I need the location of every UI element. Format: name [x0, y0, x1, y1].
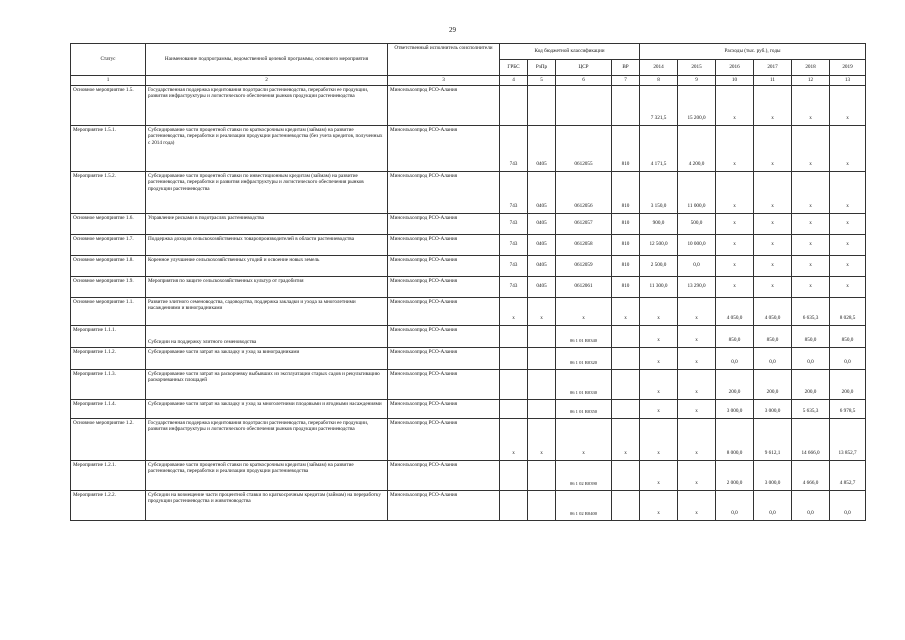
table-row [71, 460, 866, 490]
row-value-2019: 0,0 [830, 347, 866, 369]
column-numbering-row [71, 76, 866, 86]
header-code-vr: ВР [612, 60, 640, 76]
row-value-2016: 0,0 [716, 490, 754, 520]
header-status: Статус [71, 44, 146, 76]
row-csr: 0612058 [556, 234, 612, 255]
row-status: Мероприятие 1.2.2. [71, 490, 146, 520]
row-csr: 0612057 [556, 213, 612, 234]
row-status: Мероприятие 1.5.2. [71, 171, 146, 213]
row-value-2018: 5 635,3 [792, 399, 830, 418]
row-value-2016: х [716, 255, 754, 276]
row-value-2016: х [716, 171, 754, 213]
row-value-2015: х [678, 347, 716, 369]
row-rzpr: 0405 [528, 234, 556, 255]
row-executor: Минсельхозпрод РСО-Алания [388, 85, 500, 125]
row-grbs [500, 490, 528, 520]
table-row [71, 325, 866, 347]
row-grbs [500, 399, 528, 418]
row-csr [556, 85, 612, 125]
row-value-2017: х [754, 171, 792, 213]
row-value-2017: 4 050,0 [754, 297, 792, 325]
table-row [71, 255, 866, 276]
column-number: 12 [792, 76, 830, 86]
row-value-2017: х [754, 85, 792, 125]
row-vr [612, 325, 640, 347]
row-rzpr [528, 490, 556, 520]
row-csr: 0612061 [556, 276, 612, 297]
row-value-2014: х [640, 399, 678, 418]
row-value-2017: 0,0 [754, 347, 792, 369]
row-value-2014: х [640, 490, 678, 520]
row-value-2019: х [830, 125, 866, 171]
row-executor: Минсельхозпрод РСО-Алания [388, 255, 500, 276]
header-year-2016: 2016 [716, 60, 754, 76]
header-code-rzpr: РзПр [528, 60, 556, 76]
row-value-2016: х [716, 213, 754, 234]
row-value-2018: 4 666,0 [792, 460, 830, 490]
row-vr: 810 [612, 276, 640, 297]
row-value-2015: 10 000,0 [678, 234, 716, 255]
row-name: Государственная поддержка кредитования подотрасли растениеводства, переработки ее продукции, развития инфраструктуры и логистического обеспечения рынков продукции растениеводства [146, 85, 388, 125]
table-row [71, 418, 866, 460]
row-executor: Минсельхозпрод РСО-Алания [388, 125, 500, 171]
row-status: Основное мероприятие 1.5. [71, 85, 146, 125]
row-value-2016: х [716, 85, 754, 125]
row-value-2015: 11 000,0 [678, 171, 716, 213]
header-expenses: Расходы (тыс. руб.), годы [640, 44, 866, 60]
row-value-2016: х [716, 125, 754, 171]
row-rzpr [528, 460, 556, 490]
row-name: Поддержка доходов сельскохозяйственных товаропроизводителей в области растениеводства [146, 234, 388, 255]
row-grbs: 743 [500, 125, 528, 171]
row-status: Основное мероприятие 1.7. [71, 234, 146, 255]
row-value-2014: х [640, 347, 678, 369]
row-executor: Минсельхозпрод РСО-Алания [388, 171, 500, 213]
row-csr: 06 1 02 R0400 [556, 490, 612, 520]
column-number: 4 [500, 76, 528, 86]
row-value-2019: х [830, 213, 866, 234]
row-value-2016: х [716, 276, 754, 297]
row-value-2014: х [640, 418, 678, 460]
row-status: Основное мероприятие 1.2. [71, 418, 146, 460]
row-value-2018: 200,0 [792, 369, 830, 399]
row-csr: х [556, 297, 612, 325]
row-rzpr [528, 399, 556, 418]
row-value-2019: 8 028,5 [830, 297, 866, 325]
row-vr [612, 460, 640, 490]
row-vr: 810 [612, 255, 640, 276]
row-executor: Минсельхозпрод РСО-Алания [388, 460, 500, 490]
table-row [71, 171, 866, 213]
row-grbs [500, 460, 528, 490]
row-status: Мероприятие 1.1.4. [71, 399, 146, 418]
row-executor: Минсельхозпрод РСО-Алания [388, 418, 500, 460]
budget-table [70, 43, 866, 521]
row-csr: 06 1 01 R0350 [556, 399, 612, 418]
row-value-2019: 13 852,7 [830, 418, 866, 460]
row-csr: 06 1 01 R0330 [556, 369, 612, 399]
row-executor: Минсельхозпрод РСО-Алания [388, 369, 500, 399]
column-number: 1 [71, 76, 146, 86]
table-row [71, 347, 866, 369]
row-executor: Минсельхозпрод РСО-Алания [388, 325, 500, 347]
row-name: Субсидирование части процентной ставки по инвестиционным кредитам (займам) на развитие растениеводства, переработки и развития инфраструктуры и логистического обеспечения рынков продукции растениеводства [146, 171, 388, 213]
row-value-2014: 2 500,0 [640, 255, 678, 276]
row-name: Субсидирование части затрат на закладку и уход за многолетними плодовыми и ягодными насаждениями [146, 399, 388, 418]
column-number: 7 [612, 76, 640, 86]
header-year-2015: 2015 [678, 60, 716, 76]
row-vr [612, 369, 640, 399]
column-number: 11 [754, 76, 792, 86]
row-value-2019: х [830, 171, 866, 213]
row-csr: 06 1 02 R0390 [556, 460, 612, 490]
row-value-2015: х [678, 460, 716, 490]
table-row [71, 369, 866, 399]
column-number: 9 [678, 76, 716, 86]
row-name: Развитие элитного семеноводства, садоводства, поддержка закладки и ухода за многолетними насаждениями и виноградниками [146, 297, 388, 325]
row-executor: Минсельхозпрод РСО-Алания [388, 490, 500, 520]
row-value-2018: 6 635,3 [792, 297, 830, 325]
row-status: Мероприятие 1.1.3. [71, 369, 146, 399]
table-body [71, 85, 866, 520]
row-value-2015: х [678, 490, 716, 520]
row-rzpr: 0405 [528, 255, 556, 276]
row-value-2014: 900,0 [640, 213, 678, 234]
row-value-2014: 7 321,5 [640, 85, 678, 125]
row-value-2015: х [678, 369, 716, 399]
row-status: Мероприятие 1.1.2. [71, 347, 146, 369]
column-number: 13 [830, 76, 866, 86]
row-value-2017: 0,0 [754, 490, 792, 520]
row-value-2016: 8 000,0 [716, 418, 754, 460]
row-value-2018: 0,0 [792, 347, 830, 369]
page-number: 29 [449, 26, 456, 34]
row-status: Основное мероприятие 1.9. [71, 276, 146, 297]
row-grbs: х [500, 297, 528, 325]
row-value-2017: х [754, 125, 792, 171]
row-name: Субсидирование части затрат на закладку и уход за виноградниками [146, 347, 388, 369]
row-value-2018: х [792, 255, 830, 276]
row-grbs: 743 [500, 255, 528, 276]
table-row [71, 297, 866, 325]
header-budget-code: Код бюджетной классификации [500, 44, 640, 60]
row-value-2014: х [640, 369, 678, 399]
row-value-2019: х [830, 255, 866, 276]
row-value-2018: х [792, 213, 830, 234]
row-grbs: 743 [500, 171, 528, 213]
table-row [71, 234, 866, 255]
row-executor: Минсельхозпрод РСО-Алания [388, 297, 500, 325]
row-value-2016: 0,0 [716, 347, 754, 369]
row-rzpr: 0405 [528, 171, 556, 213]
row-value-2015: 4 200,0 [678, 125, 716, 171]
row-value-2016: х [716, 234, 754, 255]
row-value-2016: 3 000,0 [716, 399, 754, 418]
row-csr: 0612056 [556, 171, 612, 213]
row-rzpr [528, 347, 556, 369]
table-row [71, 399, 866, 418]
row-rzpr: 0405 [528, 213, 556, 234]
row-status: Основное мероприятие 1.1. [71, 297, 146, 325]
row-value-2019: 4 852,7 [830, 460, 866, 490]
row-status: Основное мероприятие 1.6. [71, 213, 146, 234]
table-header [71, 44, 866, 86]
row-name: Государственная поддержка кредитования подотрасли растениеводства, переработки ее продукции, развития инфраструктуры и логистического обеспечения рынков продукции растениеводства [146, 418, 388, 460]
row-rzpr [528, 325, 556, 347]
row-name: Управление рисками в подотраслях растениеводства [146, 213, 388, 234]
row-vr: х [612, 297, 640, 325]
row-name: Субсидирование части процентной ставки по краткосрочным кредитам (займам) на развитие растениеводства, переработки и реализации продукции растениеводства (без учета кредитов, полученных с 2014 года) [146, 125, 388, 171]
row-value-2019: 6 978,5 [830, 399, 866, 418]
header-year-2014: 2014 [640, 60, 678, 76]
header-code-grbs: ГРБС [500, 60, 528, 76]
header-year-2019: 2019 [830, 60, 866, 76]
row-value-2016: 2 000,0 [716, 460, 754, 490]
row-value-2018: 0,0 [792, 490, 830, 520]
row-vr: 810 [612, 213, 640, 234]
table-row [71, 85, 866, 125]
header-executor: Ответственный исполнитель соисполнители [388, 44, 500, 76]
row-name: Субсидирование части процентной ставки по краткосрочным кредитам (займам) на развитие растениеводства, переработки и реализации продукции растениеводства [146, 460, 388, 490]
row-rzpr: х [528, 418, 556, 460]
column-number: 10 [716, 76, 754, 86]
row-value-2019: х [830, 276, 866, 297]
row-rzpr [528, 369, 556, 399]
row-value-2016: 850,0 [716, 325, 754, 347]
row-value-2015: 15 200,0 [678, 85, 716, 125]
row-rzpr [528, 85, 556, 125]
row-vr [612, 490, 640, 520]
row-value-2016: 200,0 [716, 369, 754, 399]
header-year-2017: 2017 [754, 60, 792, 76]
row-value-2016: 4 050,0 [716, 297, 754, 325]
row-value-2015: 500,0 [678, 213, 716, 234]
row-name: Субсидирование части затрат на раскорчевку выбывших из эксплуатации старых садов и рекультивацию раскорчеванных площадей [146, 369, 388, 399]
row-vr [612, 347, 640, 369]
row-value-2017: 9 612,1 [754, 418, 792, 460]
row-value-2017: х [754, 234, 792, 255]
row-grbs [500, 325, 528, 347]
row-name: Субсидии на поддержку элитного семеноводства [146, 325, 388, 347]
row-value-2015: х [678, 399, 716, 418]
row-value-2015: х [678, 325, 716, 347]
row-value-2017: 3 000,0 [754, 399, 792, 418]
row-value-2018: х [792, 125, 830, 171]
row-grbs [500, 347, 528, 369]
table-row [71, 213, 866, 234]
row-csr: 0612059 [556, 255, 612, 276]
table-row [71, 276, 866, 297]
row-value-2015: х [678, 297, 716, 325]
row-grbs: 743 [500, 213, 528, 234]
row-value-2018: х [792, 234, 830, 255]
row-vr: х [612, 418, 640, 460]
column-number: 3 [388, 76, 500, 86]
row-value-2014: х [640, 297, 678, 325]
table-row [71, 490, 866, 520]
row-status: Мероприятие 1.2.1. [71, 460, 146, 490]
row-value-2014: 4 171,5 [640, 125, 678, 171]
row-value-2018: х [792, 171, 830, 213]
row-name: Мероприятия по защите сельскохозяйственных культур от градобития [146, 276, 388, 297]
header-code-csr: ЦСР [556, 60, 612, 76]
header-name: Наименование подпрограммы, ведомственной целевой программы, основного мероприятия [146, 44, 388, 76]
header-year-2018: 2018 [792, 60, 830, 76]
row-value-2018: 14 666,0 [792, 418, 830, 460]
row-csr: 06 1 01 R0320 [556, 347, 612, 369]
row-value-2014: х [640, 460, 678, 490]
row-status: Мероприятие 1.5.1. [71, 125, 146, 171]
row-status: Основное мероприятие 1.8. [71, 255, 146, 276]
row-grbs: 743 [500, 276, 528, 297]
row-value-2018: х [792, 85, 830, 125]
row-grbs: х [500, 418, 528, 460]
row-value-2017: 3 000,0 [754, 460, 792, 490]
row-rzpr: х [528, 297, 556, 325]
row-value-2015: х [678, 418, 716, 460]
row-vr [612, 399, 640, 418]
row-name: Коренное улучшение сельскохозяйственных угодий и освоение новых земель [146, 255, 388, 276]
row-value-2014: х [640, 325, 678, 347]
row-value-2017: х [754, 255, 792, 276]
row-vr [612, 85, 640, 125]
row-executor: Минсельхозпрод РСО-Алания [388, 234, 500, 255]
column-number: 6 [556, 76, 612, 86]
row-grbs [500, 85, 528, 125]
row-executor: Минсельхозпрод РСО-Алания [388, 213, 500, 234]
row-value-2019: х [830, 234, 866, 255]
row-value-2019: 0,0 [830, 490, 866, 520]
column-number: 5 [528, 76, 556, 86]
row-value-2017: х [754, 276, 792, 297]
row-value-2019: 850,0 [830, 325, 866, 347]
row-executor: Минсельхозпрод РСО-Алания [388, 276, 500, 297]
row-csr: 0612055 [556, 125, 612, 171]
row-status: Мероприятие 1.1.1. [71, 325, 146, 347]
row-value-2017: 200,0 [754, 369, 792, 399]
row-vr: 810 [612, 234, 640, 255]
row-value-2019: 200,0 [830, 369, 866, 399]
row-value-2017: х [754, 213, 792, 234]
row-executor: Минсельхозпрод РСО-Алания [388, 399, 500, 418]
row-value-2018: х [792, 276, 830, 297]
row-value-2014: 11 300,0 [640, 276, 678, 297]
row-vr: 810 [612, 125, 640, 171]
row-rzpr: 0405 [528, 276, 556, 297]
row-vr: 810 [612, 171, 640, 213]
row-csr: 06 1 01 R0340 [556, 325, 612, 347]
row-value-2015: 13 290,0 [678, 276, 716, 297]
column-number: 8 [640, 76, 678, 86]
row-grbs: 743 [500, 234, 528, 255]
row-name: Субсидии на возмещение части процентной ставки по краткосрочным кредитам (займам) на переработку продукции растениеводства и животноводства [146, 490, 388, 520]
row-value-2019: х [830, 85, 866, 125]
row-grbs [500, 369, 528, 399]
column-number: 2 [146, 76, 388, 86]
row-value-2014: 12 500,0 [640, 234, 678, 255]
row-value-2017: 850,0 [754, 325, 792, 347]
row-value-2015: 0,0 [678, 255, 716, 276]
table-row [71, 125, 866, 171]
row-value-2018: 850,0 [792, 325, 830, 347]
row-csr: х [556, 418, 612, 460]
row-executor: Минсельхозпрод РСО-Алания [388, 347, 500, 369]
row-value-2014: 3 150,0 [640, 171, 678, 213]
row-rzpr: 0405 [528, 125, 556, 171]
